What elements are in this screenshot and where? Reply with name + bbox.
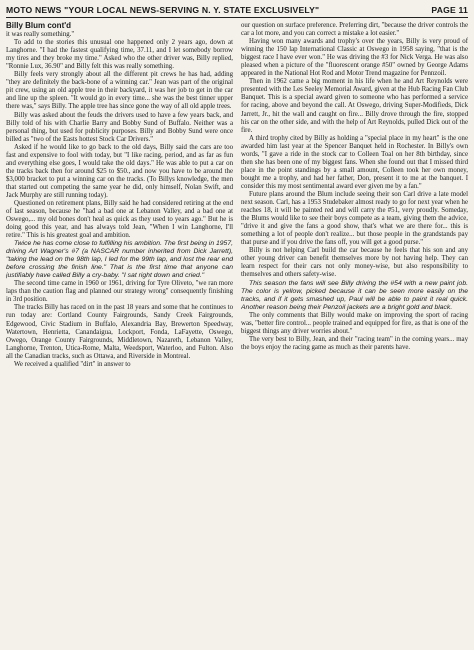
paragraph: it was really something." xyxy=(6,31,75,39)
paragraph: This season the fans will see Billy driving the #54 with a new paint job. The color is yellow, picked because it can be seen more easily on the tracks, and if it gets smashed up, Paul will be able to paint it real quick. Another reason being their Penzoil jackets are a bright gold and black. xyxy=(241,279,468,311)
paragraph: Billy is not helping Carl build the car because he feels that his son and any other young driver can benefit themselves more by not having help. They can learn respect for their cars not only money-wise, but also responsibility to themselves and others safety-wise. xyxy=(241,247,468,279)
paragraph: Future plans around the Blum include seeing their son Carl drive a late model next season. Carl, has a 1953 Studebaker almost ready to go for next year when he reaches 18, it will be painted red and will carry the #51, very proudly. Someday, the Blums would like to see their boys compete as a team, giving them the advice, "drive it and give the fans a good show, that's what we are there for... this is something a lot of people don't realize... but those people in the grandstands pay that purse and if you drive the fans off, you will get a good purse." xyxy=(241,190,468,247)
column-left xyxy=(6,22,233,648)
header-page-number: PAGE 11 xyxy=(431,4,468,15)
paragraph: The very best to Billy, Jean, and their "racing team" in the coming years... may the boys enjoy the racing game as much as their parents have. xyxy=(241,335,468,351)
paragraph: The only comments that Billy would make on improving the sport of racing was, "better fire control... people trained and equipped for fire, as that is one of the biggest things any driver worries about." xyxy=(241,311,468,335)
continued-heading: Billy Blum cont'd xyxy=(6,22,72,30)
paragraph: Questioned on retirement plans, Billy said he had considered retiring at the end of last season, because he "had a bad one at Lebanon Valley, and a bad one at Oswego,... my old bones don't heal as quick as they used to years ago." But he is doing good this year, and has always told Jean, "When I win Langhorne, I'll retire." This is his greatest goal and ambition. xyxy=(6,200,233,240)
paragraph: A third trophy cited by Billy as holding a "special place in my heart" is the one awarded him last year at the Spencer Banquet held in Rochester. In Billy's own words, "I gave a ride in the stock car to Colleen Toal on her 8th birthday, since then she has been one of my biggest fans. When she found out that I missed third place in the point standings by a small amount, Colleen took her own money, bought me a trophy, and had her father, Don, present it to me at the banquet. I consider this my most sentimental award ever given me by a fan." xyxy=(241,134,468,190)
paragraph: Having won many awards and trophy's over the years, Billy is very proud of winning the 150 lap International Classic at Oswego in 1958 saying, "that is the biggest race I have ever won." He was driving the #3 for Nick Verga. He was also pleased when a picture of the "fluorescent orange #50" owned by George Adams appeared in the National Hot Rod and Motor Trend magazine for Pennzoil. xyxy=(241,38,468,78)
paragraph: our question on surface preference. Preferring dirt, "because the driver controls the car a lot more, and you can correct a mistake a lot easier." xyxy=(241,22,468,38)
paragraph: The tracks Billy has raced on in the past 18 years and some that he continues to run today are: Cortland County Fairgrounds, Sandy Creek Fairgrounds, Edgewood, Civic Stadium in Buffalo, Alexandria Bay, Brewerton Speedway, Watertown, Henrietta, Canandaigua, Lockport, Fonda, LaFayette, Oswego, Owego, Orange County Fairgrounds, Middletown, Nazareth, Lebanon Valley, Langhorne, Trenton, Utica-Rome, Malta, Weedsport, Waterloo, and Fulton. Also all the Canadian tracks, such as Ottawa, and Riverside in Montreal. xyxy=(6,304,233,360)
page-header xyxy=(6,2,468,18)
column-right xyxy=(241,22,468,648)
paragraph: Billy was asked about the feuds the drivers used to have a few years back, and Billy told of his with Charlie Barry and Bobby Sund of Buffalo. Neither was a personal thing, but used for publicity purposes. Billy and Bobby Sund were once billed as "two of the Easts hottest Stock Car Drivers." xyxy=(6,111,233,143)
paragraph: Billy feels very strongly about all the different pit crews he has had, adding "they are definitely the back-bone of a winning car." Jean was part of the original pit crew, using an old apple tree in their backyard, it was her job to get in the car and line up the spleen. "It would go in every time... she was the best tinner upper there was," says Billy. The apple tree has since gone the way of all old apple trees. xyxy=(6,71,233,111)
header-publication: MOTO NEWS "YOUR LOCAL NEWS-SERVING N. Y. STATE EXCLUSIVELY" xyxy=(6,4,320,15)
article-columns xyxy=(6,22,468,648)
paragraph: Asked if he would like to go back to the old days, Billy said the cars are too fast and expensive to fool with today, but "I like racing, period, and as far as fun and everything else goes, I would take the old days." He was able to put a car on the tracks back then for around $25 to $50., and now you have to be around the $3,000 bracket to put a winning car on the tracks. (To Billys knowledge, the men that started out competing the same year he did, only himself, Nolan Swift, and Jack Murphy are still running today). xyxy=(6,143,233,199)
paragraph: The second time came in 1960 or 1961, driving for Tyre Oliveto, "we ran more laps than the caution flag and planned our strategy wrong" consequently finishing in 3rd position. xyxy=(6,280,233,304)
paragraph: To add to the stories this unusual one happened only 2 years ago, down at Langhorne. "I had the fastest qualifying time, 37.11, and I let somebody borrow my tires and they broke my time." Asked who the other driver was, Billy replied, "Ronnie Lux, 36.90" and Billy felt this was really something. xyxy=(6,39,233,71)
paragraph: We received a qualified "dirt" in answer to xyxy=(14,360,131,368)
paragraph: Twice he has come close to fulfilling his ambition. The first being in 1957, driving Art Wagner's #7 (a NASCAR number inherited from Dick Jarrett), "taking the lead on the 98th lap, I led for the 99th lap, and lost the rear end before crossing the finish line." That is the first time that anyone can justifiably have called Billy a cry-baby. "I sat right down and cried." xyxy=(6,240,233,280)
paragraph: Then in 1962 came a big moment in his life when he and Art Reynolds were presented with the Les Seeley Memorial Award, given at the Hub Racing Fan Club Banquet. This is a special award given to someone who has performed a service for racing, above and beyond the call. At Oswego, driving Super-Modifieds, Dick Jarrett, Jr., hit the wall and caught on fire... Billy drove through the fire, stopped his car on the other side, and with the help of Art Reynolds, pulled Dick out of the fire. xyxy=(241,78,468,134)
